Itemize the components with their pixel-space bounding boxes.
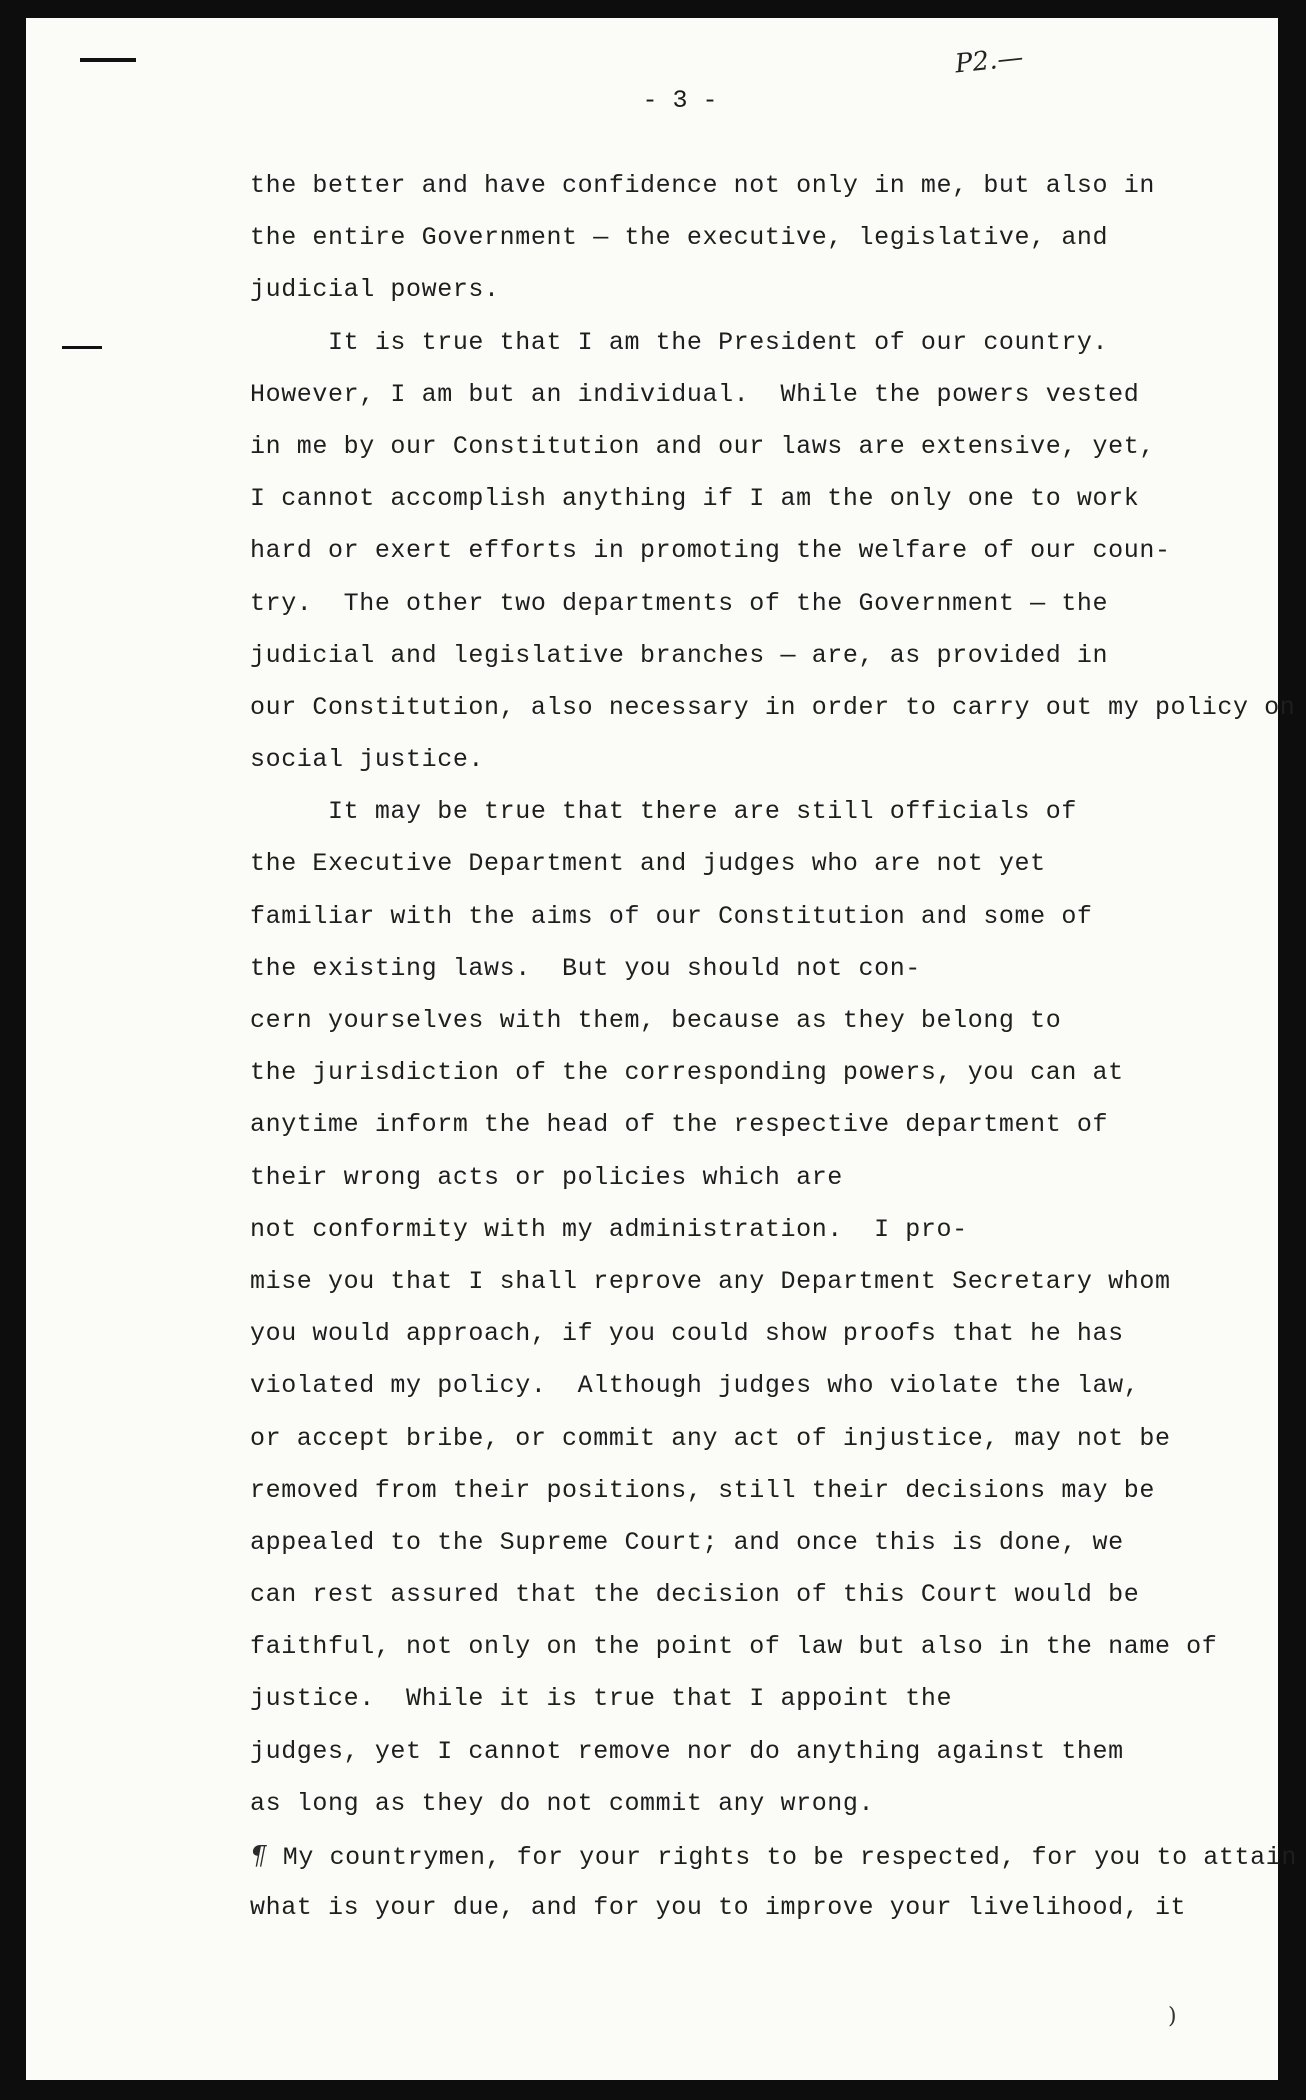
body-line: can rest assured that the decision of this Court would be xyxy=(250,1580,1140,1610)
body-line: their wrong acts or policies which are xyxy=(250,1162,843,1192)
body-line: not conformity with my administration. I pro- xyxy=(250,1214,968,1244)
page-number: - 3 - xyxy=(642,86,718,115)
handwritten-page-mark: P2.— xyxy=(953,42,1025,80)
edge-mark: ) xyxy=(1168,2004,1177,2029)
body-line: the existing laws. But you should not con- xyxy=(250,953,921,983)
body-line: social justice. xyxy=(250,745,485,775)
body-line: faithful, not only on the point of law but also in the name of xyxy=(250,1632,1218,1662)
body-line: justice. While it is true that I appoint the xyxy=(250,1684,953,1714)
body-line: However, I am but an individual. While the powers vested xyxy=(250,379,1140,409)
body-line: the better and have confidence not only in me, but also in xyxy=(250,171,1155,200)
body-line: our Constitution, also necessary in order to carry out my policy on xyxy=(250,692,1296,722)
body-line: cern yourselves with them, because as they belong to xyxy=(250,1006,1062,1035)
body-line: judges, yet I cannot remove nor do anything against them xyxy=(250,1736,1124,1766)
body-line: the entire Government — the executive, legislative, and xyxy=(250,223,1109,253)
body-line: removed from their positions, still their decisions may be xyxy=(250,1475,1155,1505)
body-line: the Executive Department and judges who are not yet xyxy=(250,849,1046,879)
body-line: It is true that I am the President of our country. xyxy=(250,327,1109,357)
margin-mark-middle xyxy=(62,346,102,349)
body-line-text: My countrymen, for your rights to be respected, for you to attain xyxy=(282,1843,1297,1872)
document-body xyxy=(250,160,1297,1934)
body-line: It may be true that there are still officials of xyxy=(250,797,1077,827)
body-line: as long as they do not commit any wrong. xyxy=(250,1788,875,1818)
body-line: appealed to the Supreme Court; and once this is done, we xyxy=(250,1527,1124,1557)
paragraph-mark: ¶ xyxy=(250,1841,268,1871)
body-line: the jurisdiction of the corresponding powers, you can at xyxy=(250,1058,1124,1088)
body-line: what is your due, and for you to improve your livelihood, it xyxy=(250,1893,1187,1923)
body-line: you would approach, if you could show proofs that he has xyxy=(250,1319,1124,1349)
body-line-final xyxy=(250,1830,1297,1882)
body-line: or accept bribe, or commit any act of injustice, may not be xyxy=(250,1423,1171,1453)
body-line: judicial and legislative branches — are, as provided in xyxy=(250,640,1109,670)
body-line: familiar with the aims of our Constitution and some of xyxy=(250,901,1093,931)
body-line: anytime inform the head of the respective department of xyxy=(250,1110,1109,1140)
body-line: try. The other two departments of the Government — the xyxy=(250,588,1109,618)
body-line: I cannot accomplish anything if I am the only one to work xyxy=(250,484,1140,514)
body-line: in me by our Constitution and our laws are extensive, yet, xyxy=(250,431,1155,461)
body-line: hard or exert efforts in promoting the welfare of our coun- xyxy=(250,536,1171,566)
body-line: mise you that I shall reprove any Department Secretary whom xyxy=(250,1266,1171,1296)
body-line: violated my policy. Although judges who violate the law, xyxy=(250,1371,1140,1401)
margin-mark-top xyxy=(80,58,136,62)
body-line: judicial powers. xyxy=(250,275,500,305)
